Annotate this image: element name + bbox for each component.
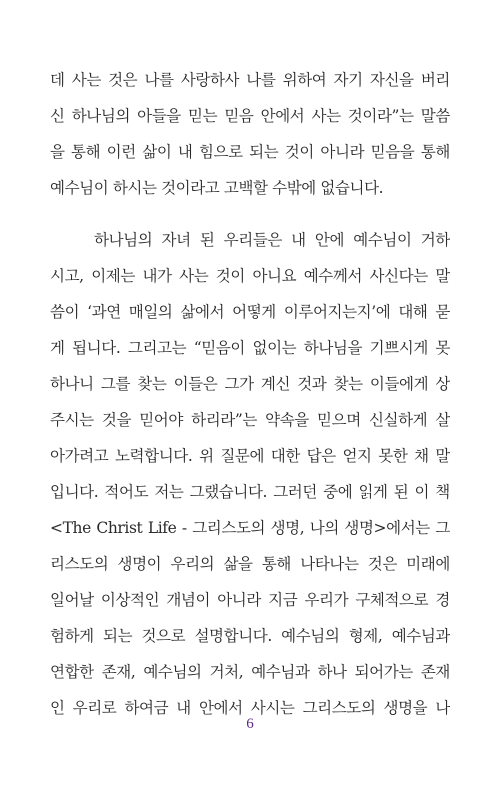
word: 못 (435, 339, 450, 357)
word: 안에서 (260, 107, 305, 125)
word: 적어도 (104, 483, 149, 501)
word: 그 (435, 519, 450, 537)
word: 그랬습니다. (189, 483, 268, 501)
word: 어떻게 (232, 303, 276, 321)
word: 데 (50, 71, 65, 89)
word: 것이 (215, 267, 245, 285)
word: 매일의 (128, 303, 173, 321)
text-line (50, 588, 450, 612)
word: 읽게 (358, 483, 388, 501)
word: 우리의 (170, 555, 215, 573)
word: <The (50, 519, 91, 537)
text-line (50, 444, 450, 468)
word: 거하 (420, 231, 450, 249)
word: 것으로 (141, 627, 186, 645)
word: 게 (50, 339, 65, 357)
word: 그가 (224, 375, 254, 393)
word: 험하게 (50, 627, 94, 645)
word: 사랑하사 (180, 71, 240, 89)
word: 을 (50, 143, 65, 161)
word: 구체적으로 (355, 591, 429, 609)
word: 입니다. (50, 483, 99, 501)
word: 되는 (249, 143, 279, 161)
word: 것은 (108, 71, 138, 89)
word: 통해 (71, 143, 101, 161)
word: 버리 (420, 71, 450, 89)
word: 지금 (268, 591, 298, 609)
text-line (50, 516, 450, 540)
word: 나타나는 (300, 555, 359, 573)
word: 하리라”는 (191, 411, 257, 429)
word: 예수님과 (391, 627, 450, 645)
word: 예수님과 (251, 663, 310, 681)
word: 상 (435, 375, 450, 393)
word: 삶이 (142, 143, 172, 161)
word: 연합한 (50, 663, 94, 681)
word: 살 (435, 411, 450, 429)
word: 것이라”는 (347, 107, 414, 125)
word: 기쁘시게 (369, 339, 428, 357)
word: 경 (435, 591, 450, 609)
word: 말씀 (420, 107, 450, 125)
word: 것과 (297, 375, 327, 393)
word: 거처, (209, 663, 244, 681)
text-line (50, 68, 450, 92)
word: 이루어지는지’에 (283, 303, 391, 321)
word: - (181, 519, 187, 537)
word: 통해 (420, 143, 450, 161)
word: 사시는 (250, 699, 295, 717)
word: 개념이 (166, 591, 211, 609)
word: 나를 (144, 71, 174, 89)
word: 위 (199, 447, 214, 465)
word: 대한 (270, 447, 300, 465)
text-line (50, 660, 450, 684)
word: 그리스도의 (302, 699, 376, 717)
word: 것은 (367, 555, 397, 573)
word: 주시는 (50, 411, 94, 429)
word: 믿는 (188, 107, 218, 125)
word: 얻지 (342, 447, 372, 465)
word: 아가려고 (50, 447, 109, 465)
word: 말 (435, 267, 450, 285)
word: 믿어야 (139, 411, 183, 429)
word: 설명합니다. (194, 627, 272, 645)
word: 형제, (348, 627, 383, 645)
word: ‘과연 (87, 303, 121, 321)
text-line (50, 372, 450, 396)
word: 자녀 (161, 231, 191, 249)
word: 이런 (106, 143, 136, 161)
text-line (50, 264, 450, 288)
word: 내 (291, 231, 306, 249)
word: 것이 (284, 143, 314, 161)
word: 존재, (101, 663, 136, 681)
word: 대해 (398, 303, 428, 321)
word: 되는 (103, 627, 133, 645)
word: 약속을 (265, 411, 309, 429)
word: 미래에 (406, 555, 450, 573)
text-line (50, 480, 450, 504)
word: 질문에 (220, 447, 265, 465)
word: 신 (50, 107, 65, 125)
word: 이상적인 (100, 591, 160, 609)
word: 책 (435, 483, 450, 501)
word: 아니라 (320, 143, 365, 161)
word: 삶을 (223, 555, 253, 573)
word: 안에서 (198, 699, 243, 717)
word: 말 (435, 447, 450, 465)
text-line (50, 336, 450, 360)
word: 내가 (142, 267, 172, 285)
word: 자기 (333, 71, 363, 89)
word: 된 (393, 483, 409, 501)
word: 내 (176, 699, 191, 717)
word: 된 (199, 231, 215, 249)
text-line (50, 552, 450, 576)
word: 예수님의 (281, 627, 340, 645)
word: 시고, (50, 267, 84, 285)
word: 됩니다. (72, 339, 121, 357)
word: 찾는 (137, 375, 167, 393)
word: 없이는 (252, 339, 297, 357)
word: 이 (414, 483, 430, 501)
word: 예수님이 (353, 231, 412, 249)
word: 하여금 (124, 699, 169, 717)
word: 아니요 (252, 267, 297, 285)
word: 하나니 (50, 375, 94, 393)
text-line: 예수님이 하시는 것이라고 고백할 수밖에 없습니다. (50, 179, 384, 197)
word: 나를 (246, 71, 276, 89)
word: Christ (96, 519, 143, 537)
word: 하나 (317, 663, 347, 681)
word: 내 (177, 143, 193, 161)
word: 통해 (261, 555, 292, 573)
text-line (50, 408, 450, 432)
word: 자신을 (369, 71, 414, 89)
word: 그리고는 (127, 339, 187, 357)
word: 생명을 (383, 699, 428, 717)
word: “믿음이 (193, 339, 245, 357)
word: 우리로 (72, 699, 117, 717)
word: 생명, (270, 519, 305, 537)
word: 우리가 (304, 591, 349, 609)
word: 생명이 (117, 555, 162, 573)
page-number: 6 (246, 716, 254, 732)
word: 일어날 (50, 591, 94, 609)
word: 존재 (420, 663, 450, 681)
word: 힘으로 (198, 143, 243, 161)
word: 사는 (311, 107, 341, 125)
word: 노력합니다. (114, 447, 193, 465)
word: 생명>에서는 (344, 519, 430, 537)
word: Life (147, 519, 177, 537)
word: 하나님의 (94, 231, 153, 249)
word: 사신다는 (369, 267, 428, 285)
word: 그리스도의 (192, 519, 266, 537)
word: 삶에서 (180, 303, 225, 321)
word: 사는 (71, 71, 101, 89)
word: 안에 (314, 231, 345, 249)
text-line (50, 300, 450, 324)
word: 아니라 (217, 591, 261, 609)
word: 예수께서 (303, 267, 363, 285)
word: 나 (435, 699, 450, 717)
word: 믿음을 (370, 143, 415, 161)
word: 인 (50, 699, 65, 717)
word: 믿음 (224, 107, 254, 125)
word: 사는 (179, 267, 209, 285)
word: 것을 (101, 411, 132, 429)
word: 이들에게 (369, 375, 429, 393)
word: 믿으며 (317, 411, 361, 429)
word: 못한 (378, 447, 408, 465)
word: 그를 (100, 375, 131, 393)
word: 묻 (435, 303, 450, 321)
word: 신실하게 (368, 411, 428, 429)
word: 그러던 (273, 483, 317, 501)
word: 예수님의 (143, 663, 202, 681)
word: 씀이 (50, 303, 80, 321)
word: 채 (414, 447, 429, 465)
word: 되어가는 (354, 663, 413, 681)
word: 답은 (306, 447, 336, 465)
word: 찾는 (333, 375, 363, 393)
text-line (50, 228, 450, 252)
text-line (50, 104, 450, 128)
word: 이들은 (173, 375, 218, 393)
word: 하나님을 (303, 339, 363, 357)
text-line (50, 140, 450, 164)
word: 나의 (309, 519, 339, 537)
word: 저는 (154, 483, 184, 501)
word: 중에 (323, 483, 353, 501)
word: 계신 (260, 375, 291, 393)
text-line (50, 624, 450, 648)
word: 하나님의 (71, 107, 131, 125)
word: 이제는 (91, 267, 135, 285)
word: 위하여 (282, 71, 327, 89)
word: 리스도의 (50, 555, 109, 573)
word: 아들을 (137, 107, 181, 125)
word: 우리들은 (223, 231, 282, 249)
